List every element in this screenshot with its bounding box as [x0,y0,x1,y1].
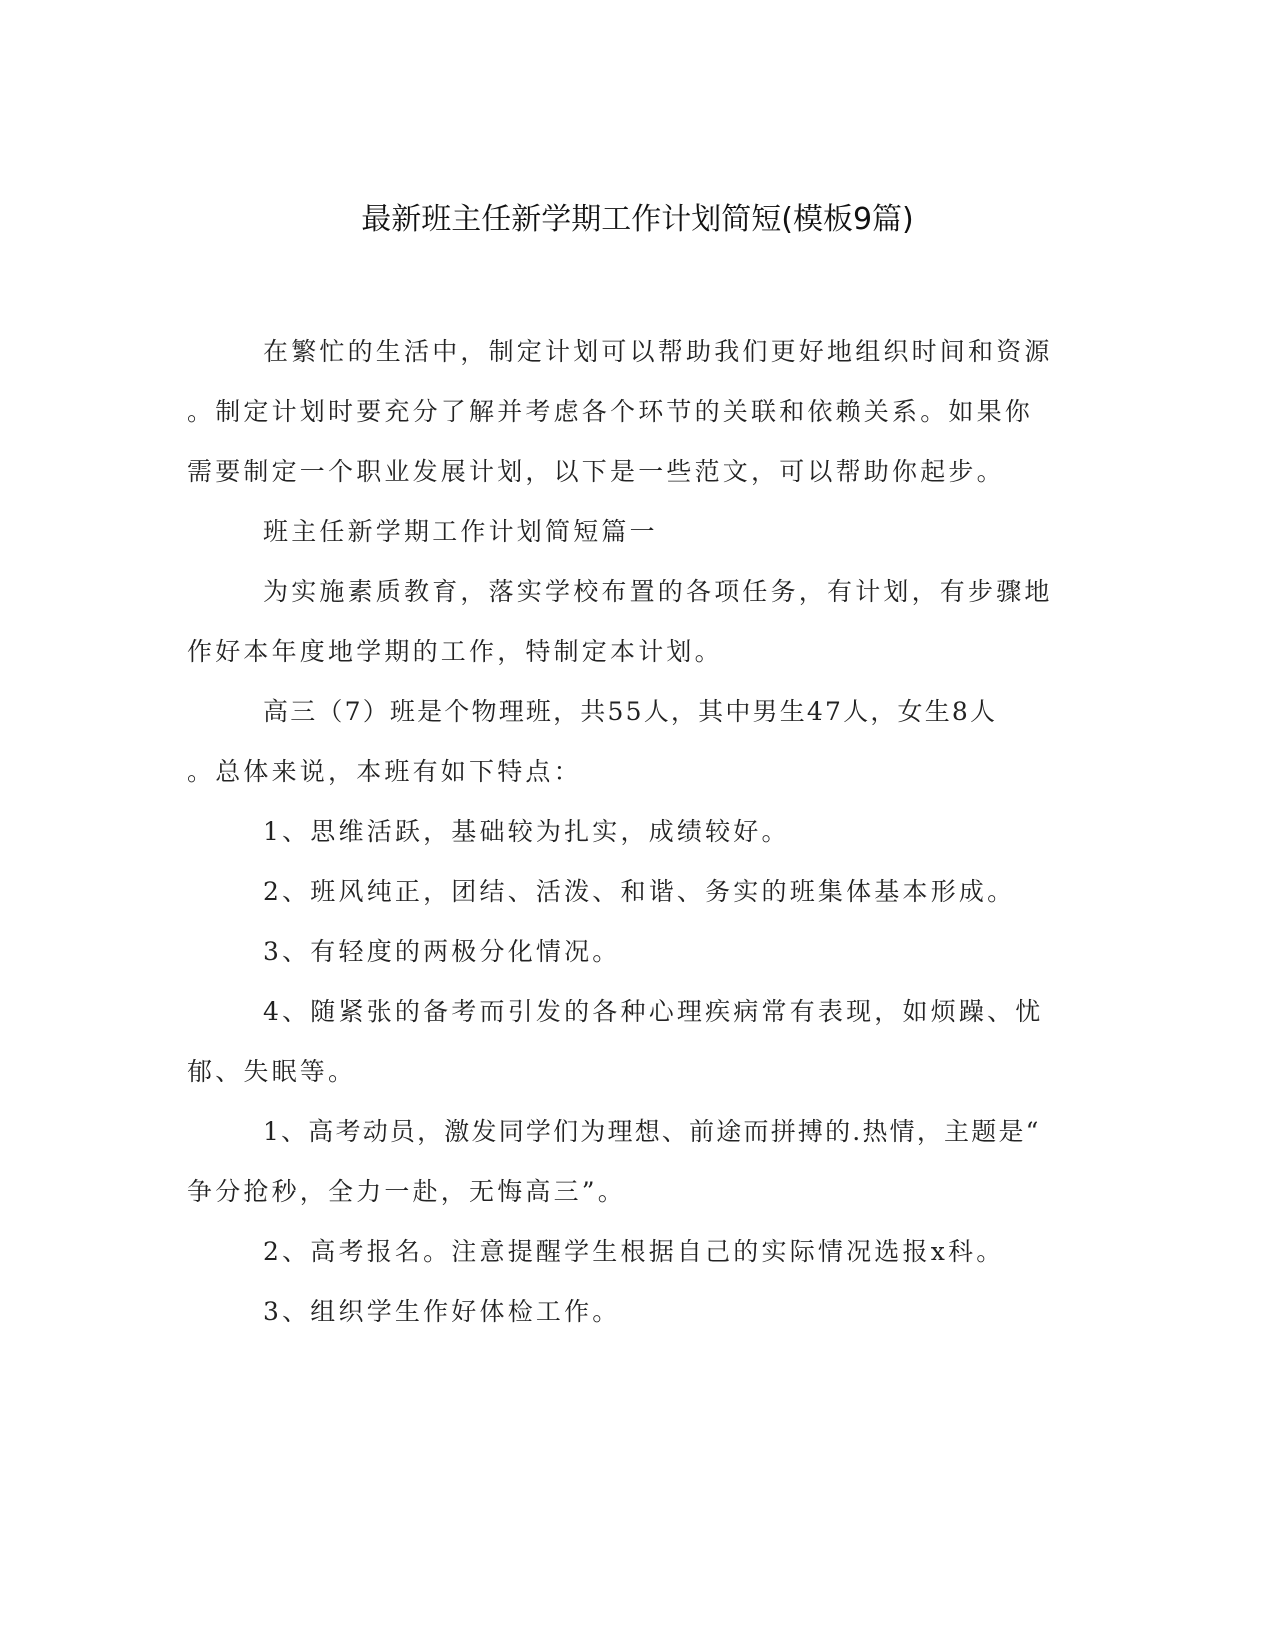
paragraph-line: 在繁忙的生活中，制定计划可以帮助我们更好地组织时间和资源 [263,337,1053,366]
document-title: 最新班主任新学期工作计划简短(模板9篇) [361,202,914,237]
list-item: 1、高考动员，激发同学们为理想、前途而拼搏的.热情，主题是“ [263,1117,1041,1146]
list-item: 2、高考报名。注意提醒学生根据自己的实际情况选报x科。 [263,1237,1005,1266]
document-body [187,322,1082,1342]
paragraph-line: 需要制定一个职业发展计划，以下是一些范文，可以帮助你起步。 [187,457,1005,486]
list-item: 4、随紧张的备考而引发的各种心理疾病常有表现，如烦躁、忧 [263,997,1044,1026]
list-item-continuation: 争分抢秒，全力一赴，无悔高三”。 [187,1177,626,1206]
list-item: 1、思维活跃，基础较为扎实，成绩较好。 [263,817,790,846]
paragraph-line: 为实施素质教育，落实学校布置的各项任务，有计划，有步骤地 [263,577,1053,606]
paragraph-line: 。总体来说，本班有如下特点： [187,757,582,786]
list-item: 2、班风纯正，团结、活泼、和谐、务实的班集体基本形成。 [263,877,1016,906]
section-heading: 班主任新学期工作计划简短篇一 [263,517,658,546]
paragraph-line: 作好本年度地学期的工作，特制定本计划。 [187,637,723,666]
paragraph-line: 高三（7）班是个物理班，共55人，其中男生47人，女生8人 [263,697,998,726]
list-item: 3、有轻度的两极分化情况。 [263,937,621,966]
list-item: 3、组织学生作好体检工作。 [263,1297,621,1326]
paragraph-line: 。制定计划时要充分了解并考虑各个环节的关联和依赖关系。如果你 [187,397,1034,426]
list-item-continuation: 郁、失眠等。 [187,1057,357,1086]
